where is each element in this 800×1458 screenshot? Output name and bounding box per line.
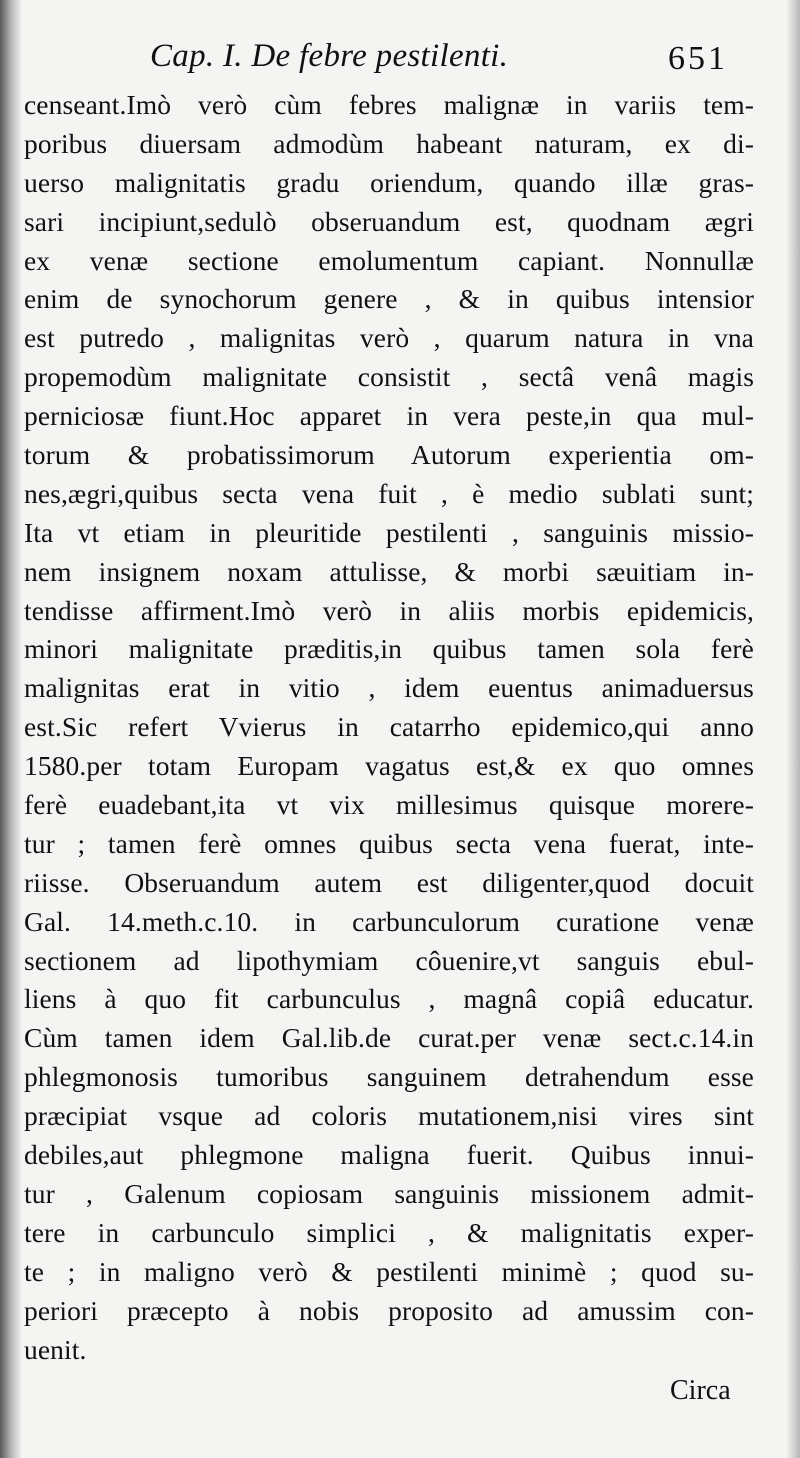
text-line: nem insignem noxam attulisse, & morbi sæuitiam in- [24,555,754,587]
text-line: tur ; tamen ferè omnes quibus secta vena fuerat, inte- [24,827,754,859]
binding-shadow [0,0,22,1458]
text-line: Cùm tamen idem Gal.lib.de curat.per venæ sect.c.14.in [24,1022,754,1054]
text-line: tur , Galenum copiosam sanguinis missionem admit- [24,1177,754,1209]
text-line: Gal. 14.meth.c.10. in carbunculorum curatione venæ [24,905,754,937]
text-line: est.Sic refert Vvierus in catarrho epidemico,qui anno [24,711,754,743]
body-text [24,86,754,1369]
text-line: ferè euadebant,ita vt vix millesimus quisque morere- [24,789,754,821]
text-line: tendisse affirment.Imò verò in aliis morbis epidemicis, [24,594,754,626]
text-line: tere in carbunculo simplici , & malignitatis exper- [24,1216,754,1248]
text-line: uerso malignitatis gradu oriendum, quando illæ gras- [24,166,754,198]
text-line: sectionem ad lipothymiam côuenire,vt sanguis ebul- [24,944,754,976]
text-line: minori malignitate præditis,in quibus tamen sola ferè [24,633,754,665]
text-line: liens à quo fit carbunculus , magnâ copiâ educatur. [24,983,754,1015]
text-line: præcipiat vsque ad coloris mutationem,nisi vires sint [24,1100,754,1132]
running-title: Cap. I. De febre pestilenti. [150,38,509,74]
text-line: phlegmonosis tumoribus sanguinem detrahendum esse [24,1061,754,1093]
text-line: propemodùm malignitate consistit , sectâ venâ magis [24,361,754,393]
text-line: perniciosæ fiunt.Hoc apparet in vera peste,in qua mul- [24,400,754,432]
text-line: torum & probatissimorum Autorum experientia om- [24,439,754,471]
text-line: uenit. [24,1333,87,1365]
text-line: malignitas erat in vitio , idem euentus animaduersus [24,672,754,704]
text-line: debiles,aut phlegmone maligna fuerit. Quibus innui- [24,1139,754,1171]
text-line: poribus diuersam admodùm habeant naturam, ex di- [24,127,754,159]
text-line: periori præcepto à nobis proposito ad amussim con- [24,1294,754,1326]
catchword: Circa [670,1375,731,1406]
page-edge-shadow [786,0,800,1458]
text-line: nes,ægri,quibus secta vena fuit , è medio sublati sunt; [24,477,754,509]
text-line: Ita vt etiam in pleuritide pestilenti , sanguinis missio- [24,516,754,548]
text-line: 1580.per totam Europam vagatus est,& ex quo omnes [24,750,754,782]
page-number: 651 [668,40,728,77]
text-line: te ; in maligno verò & pestilenti minimè ; quod su- [24,1255,754,1287]
text-line: est putredo , malignitas verò , quarum natura in vna [24,322,754,354]
text-line: riisse. Obseruandum autem est diligenter,quod docuit [24,866,754,898]
text-line: enim de synochorum genere , & in quibus intensior [24,283,754,315]
text-line: sari incipiunt,sedulò obseruandum est, quodnam ægri [24,205,754,237]
text-line: censeant.Imò verò cùm febres malignæ in variis tem- [24,89,754,120]
text-line: ex venæ sectione emolumentum capiant. Nonnullæ [24,244,754,276]
